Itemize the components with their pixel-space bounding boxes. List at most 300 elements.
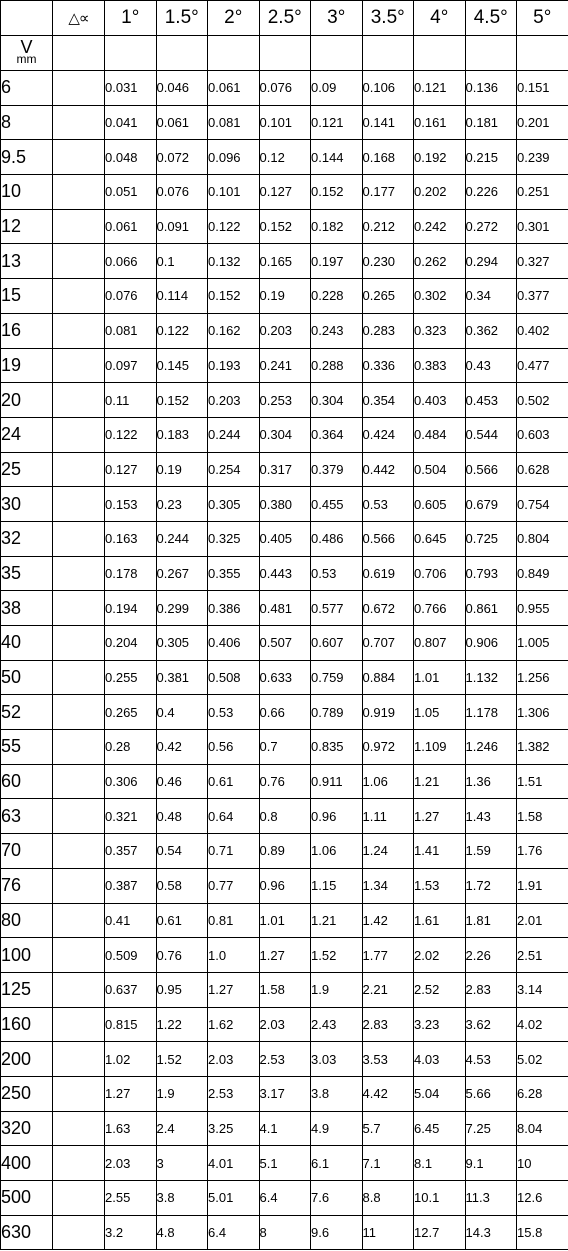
value-cell: 4.8 [156,1215,208,1250]
value-cell: 0.230 [362,244,414,279]
value-cell: 0.861 [465,591,517,626]
angle-header: 1° [105,1,157,36]
value-cell: 6.4 [208,1215,260,1250]
value-cell: 1.21 [414,764,466,799]
value-cell: 0.193 [208,348,260,383]
value-cell: 0.145 [156,348,208,383]
blank-cell [53,209,105,244]
value-cell: 0.34 [465,279,517,314]
value-cell: 0.165 [259,244,311,279]
value-cell: 2.52 [414,972,466,1007]
value-cell: 3.23 [414,1007,466,1042]
value-cell: 6.4 [259,1181,311,1216]
value-cell: 0.725 [465,521,517,556]
value-cell: 2.55 [105,1181,157,1216]
value-cell: 0.201 [517,105,568,140]
table-row [1,799,568,834]
value-cell: 0.672 [362,591,414,626]
value-cell: 1.27 [208,972,260,1007]
angle-header: 4.5° [465,1,517,36]
value-cell: 0.637 [105,972,157,1007]
value-cell: 0.228 [311,279,363,314]
value-cell: 0.254 [208,452,260,487]
blank-cell [259,36,311,71]
value-cell: 0.192 [414,140,466,175]
value-cell: 8.1 [414,1146,466,1181]
value-cell: 10.1 [414,1181,466,1216]
value-cell: 0.386 [208,591,260,626]
value-cell: 0.815 [105,1007,157,1042]
value-cell: 6.45 [414,1111,466,1146]
value-cell: 0.835 [311,730,363,765]
value-cell: 1.0 [208,938,260,973]
table-row [1,695,568,730]
value-cell: 2.83 [362,1007,414,1042]
value-cell: 1.109 [414,730,466,765]
blank-cell [53,591,105,626]
value-cell: 0.706 [414,556,466,591]
value-cell: 0.336 [362,348,414,383]
value-cell: 1.91 [517,868,568,903]
table-row [1,1007,568,1042]
value-cell: 0.789 [311,695,363,730]
blank-cell [53,1042,105,1077]
value-cell: 0.645 [414,521,466,556]
value-cell: 0.168 [362,140,414,175]
value-cell: 0.19 [156,452,208,487]
value-cell: 0.71 [208,834,260,869]
blank-cell [362,36,414,71]
value-cell: 2.03 [105,1146,157,1181]
value-cell: 0.241 [259,348,311,383]
row-v-label: 8 [1,105,53,140]
corner-cell [1,1,53,36]
value-cell: 0.804 [517,521,568,556]
value-cell: 8.8 [362,1181,414,1216]
value-cell: 1.76 [517,834,568,869]
value-cell: 0.046 [156,71,208,106]
value-cell: 0.09 [311,71,363,106]
value-cell: 0.96 [259,868,311,903]
value-cell: 0.379 [311,452,363,487]
value-cell: 1.178 [465,695,517,730]
value-cell: 0.244 [156,521,208,556]
value-cell: 0.272 [465,209,517,244]
table-row [1,764,568,799]
value-cell: 1.9 [311,972,363,1007]
table-row [1,938,568,973]
value-cell: 2.02 [414,938,466,973]
blank-cell [53,71,105,106]
value-cell: 0.122 [105,417,157,452]
table-row [1,487,568,522]
value-cell: 1.36 [465,764,517,799]
value-cell: 14.3 [465,1215,517,1250]
value-cell: 0.766 [414,591,466,626]
value-cell: 2.03 [259,1007,311,1042]
value-cell: 1.41 [414,834,466,869]
value-cell: 1.53 [414,868,466,903]
table-row [1,972,568,1007]
blank-cell [311,36,363,71]
value-cell: 0.288 [311,348,363,383]
table-row [1,1215,568,1250]
blank-cell [414,36,466,71]
row-v-label: 50 [1,660,53,695]
value-cell: 2.01 [517,903,568,938]
blank-cell [517,36,568,71]
value-cell: 11 [362,1215,414,1250]
value-cell: 0.362 [465,313,517,348]
value-cell: 0.323 [414,313,466,348]
value-cell: 2.26 [465,938,517,973]
value-cell: 0.41 [105,903,157,938]
row-v-label: 12 [1,209,53,244]
blank-cell [53,383,105,418]
value-cell: 0.091 [156,209,208,244]
value-cell: 0.317 [259,452,311,487]
table-row [1,868,568,903]
blank-cell [53,972,105,1007]
value-cell: 0.325 [208,521,260,556]
blank-cell [208,36,260,71]
row-v-label: 250 [1,1076,53,1111]
value-cell: 4.02 [517,1007,568,1042]
value-cell: 0.383 [414,348,466,383]
value-cell: 0.355 [208,556,260,591]
value-cell: 0.152 [208,279,260,314]
value-cell: 0.679 [465,487,517,522]
value-cell: 0.178 [105,556,157,591]
value-cell: 0.239 [517,140,568,175]
value-cell: 0.403 [414,383,466,418]
value-cell: 0.7 [259,730,311,765]
value-cell: 1.9 [156,1076,208,1111]
value-cell: 1.43 [465,799,517,834]
value-cell: 2.4 [156,1111,208,1146]
table-row [1,556,568,591]
value-cell: 0.151 [517,71,568,106]
value-cell: 0.132 [208,244,260,279]
value-cell: 2.03 [208,1042,260,1077]
value-cell: 0.265 [362,279,414,314]
value-cell: 0.76 [156,938,208,973]
blank-cell [53,1146,105,1181]
blank-cell [53,1007,105,1042]
value-cell: 6.1 [311,1146,363,1181]
value-cell: 0.226 [465,175,517,210]
value-cell: 0.262 [414,244,466,279]
blank-cell [53,1181,105,1216]
value-cell: 0.66 [259,695,311,730]
row-v-label: 38 [1,591,53,626]
value-cell: 0.072 [156,140,208,175]
blank-cell [53,452,105,487]
value-cell: 0.304 [311,383,363,418]
value-cell: 0.076 [259,71,311,106]
value-cell: 0.203 [259,313,311,348]
value-cell: 2.21 [362,972,414,1007]
value-cell: 0.911 [311,764,363,799]
value-cell: 0.707 [362,626,414,661]
value-cell: 0.481 [259,591,311,626]
row-v-label: 320 [1,1111,53,1146]
value-cell: 0.61 [156,903,208,938]
value-cell: 0.244 [208,417,260,452]
value-cell: 0.101 [259,105,311,140]
row-v-label: 19 [1,348,53,383]
value-cell: 1.27 [414,799,466,834]
value-cell: 2.53 [259,1042,311,1077]
value-cell: 1.62 [208,1007,260,1042]
delta-alpha-label: △∝ [68,10,89,27]
value-cell: 0.443 [259,556,311,591]
value-cell: 0.048 [105,140,157,175]
value-cell: 0.53 [311,556,363,591]
value-cell: 1.24 [362,834,414,869]
mm-label: mm [16,52,37,66]
value-cell: 0.8 [259,799,311,834]
table-row [1,1146,568,1181]
blank-cell [53,417,105,452]
value-cell: 0.051 [105,175,157,210]
value-cell: 0.321 [105,799,157,834]
value-cell: 1.81 [465,903,517,938]
value-cell: 0.544 [465,417,517,452]
value-cell: 0.204 [105,626,157,661]
value-cell: 5.66 [465,1076,517,1111]
value-cell: 3.53 [362,1042,414,1077]
value-cell: 0.122 [156,313,208,348]
angle-header: 2° [208,1,260,36]
value-cell: 0.58 [156,868,208,903]
value-cell: 0.197 [311,244,363,279]
blank-cell [465,36,517,71]
value-cell: 3.25 [208,1111,260,1146]
value-cell: 0.061 [156,105,208,140]
value-cell: 0.294 [465,244,517,279]
value-cell: 1.01 [414,660,466,695]
row-v-label: 630 [1,1215,53,1250]
value-cell: 0.097 [105,348,157,383]
value-cell: 0.182 [311,209,363,244]
value-cell: 1.52 [311,938,363,973]
value-cell: 0.628 [517,452,568,487]
delta-alpha-symbol [53,1,105,36]
row-v-label: 10 [1,175,53,210]
value-cell: 0.61 [208,764,260,799]
value-cell: 0.1 [156,244,208,279]
value-cell: 0.162 [208,313,260,348]
value-cell: 1.05 [414,695,466,730]
value-cell: 0.603 [517,417,568,452]
value-cell: 1.61 [414,903,466,938]
value-cell: 0.42 [156,730,208,765]
value-cell: 0.919 [362,695,414,730]
value-cell: 0.607 [311,626,363,661]
value-cell: 0.212 [362,209,414,244]
value-cell: 0.633 [259,660,311,695]
value-cell: 0.477 [517,348,568,383]
row-v-label: 6 [1,71,53,106]
blank-cell [53,695,105,730]
value-cell: 0.242 [414,209,466,244]
value-cell: 0.152 [311,175,363,210]
value-cell: 1.15 [311,868,363,903]
blank-cell [53,1215,105,1250]
table-row [1,417,568,452]
value-cell: 0.502 [517,383,568,418]
blank-cell [53,868,105,903]
value-cell: 4.03 [414,1042,466,1077]
value-cell: 1.06 [311,834,363,869]
value-cell: 0.508 [208,660,260,695]
row-v-label: 63 [1,799,53,834]
value-cell: 1.02 [105,1042,157,1077]
value-cell: 1.58 [259,972,311,1007]
value-cell: 0.152 [259,209,311,244]
value-cell: 0.509 [105,938,157,973]
value-cell: 3.17 [259,1076,311,1111]
row-v-label: 24 [1,417,53,452]
table-row [1,1076,568,1111]
blank-cell [53,1111,105,1146]
value-cell: 3.03 [311,1042,363,1077]
value-cell: 0.327 [517,244,568,279]
value-cell: 0.183 [156,417,208,452]
blank-cell [53,764,105,799]
value-cell: 0.380 [259,487,311,522]
value-cell: 0.95 [156,972,208,1007]
table-row [1,279,568,314]
value-cell: 1.34 [362,868,414,903]
row-v-label: 76 [1,868,53,903]
value-cell: 2.43 [311,1007,363,1042]
value-cell: 0.793 [465,556,517,591]
value-cell: 0.121 [414,71,466,106]
value-cell: 0.302 [414,279,466,314]
blank-cell [53,279,105,314]
value-cell: 0.144 [311,140,363,175]
value-cell: 1.01 [259,903,311,938]
value-cell: 0.163 [105,521,157,556]
row-v-label: 32 [1,521,53,556]
value-cell: 0.076 [105,279,157,314]
value-cell: 0.377 [517,279,568,314]
row-v-label: 9.5 [1,140,53,175]
row-v-label: 400 [1,1146,53,1181]
value-cell: 0.28 [105,730,157,765]
value-cell: 0.566 [362,521,414,556]
value-cell: 5.01 [208,1181,260,1216]
value-cell: 4.42 [362,1076,414,1111]
blank-cell [53,938,105,973]
table-row [1,452,568,487]
value-cell: 7.6 [311,1181,363,1216]
value-cell: 0.306 [105,764,157,799]
row-v-label: 35 [1,556,53,591]
value-cell: 6.28 [517,1076,568,1111]
value-cell: 3.14 [517,972,568,1007]
value-cell: 1.132 [465,660,517,695]
value-cell: 1.306 [517,695,568,730]
table-row [1,626,568,661]
value-cell: 0.031 [105,71,157,106]
value-cell: 1.005 [517,626,568,661]
value-cell: 7.25 [465,1111,517,1146]
value-cell: 0.906 [465,626,517,661]
value-cell: 0.299 [156,591,208,626]
value-cell: 0.455 [311,487,363,522]
value-cell: 0.354 [362,383,414,418]
value-cell: 1.256 [517,660,568,695]
value-cell: 0.23 [156,487,208,522]
blank-cell [53,348,105,383]
value-cell: 0.152 [156,383,208,418]
value-cell: 0.101 [208,175,260,210]
value-cell: 0.972 [362,730,414,765]
blank-cell [53,660,105,695]
value-cell: 1.27 [259,938,311,973]
table-row [1,313,568,348]
blank-cell [53,36,105,71]
value-cell: 0.141 [362,105,414,140]
value-cell: 0.194 [105,591,157,626]
header-row [1,1,568,36]
blank-cell [53,903,105,938]
value-cell: 0.161 [414,105,466,140]
blank-cell [53,834,105,869]
table-row [1,348,568,383]
value-cell: 2.51 [517,938,568,973]
value-cell: 5.02 [517,1042,568,1077]
row-v-label: 60 [1,764,53,799]
value-cell: 1.59 [465,834,517,869]
value-cell: 0.402 [517,313,568,348]
value-cell: 0.381 [156,660,208,695]
row-v-label: 125 [1,972,53,1007]
value-cell: 0.619 [362,556,414,591]
value-cell: 0.041 [105,105,157,140]
table-row [1,71,568,106]
value-cell: 0.504 [414,452,466,487]
value-cell: 0.955 [517,591,568,626]
row-v-label: 52 [1,695,53,730]
value-cell: 1.06 [362,764,414,799]
value-cell: 0.114 [156,279,208,314]
value-cell: 0.77 [208,868,260,903]
unit-row [1,36,568,71]
value-cell: 0.305 [156,626,208,661]
value-cell: 0.076 [156,175,208,210]
value-cell: 0.759 [311,660,363,695]
value-cell: 1.51 [517,764,568,799]
value-cell: 0.754 [517,487,568,522]
angle-header: 3° [311,1,363,36]
value-cell: 3.8 [156,1181,208,1216]
value-cell: 0.066 [105,244,157,279]
value-cell: 5.04 [414,1076,466,1111]
blank-cell [156,36,208,71]
value-cell: 3.2 [105,1215,157,1250]
value-cell: 0.884 [362,660,414,695]
row-v-label: 55 [1,730,53,765]
row-v-label: 100 [1,938,53,973]
row-v-label: 200 [1,1042,53,1077]
value-cell: 0.807 [414,626,466,661]
angle-header: 3.5° [362,1,414,36]
row-v-label: 16 [1,313,53,348]
